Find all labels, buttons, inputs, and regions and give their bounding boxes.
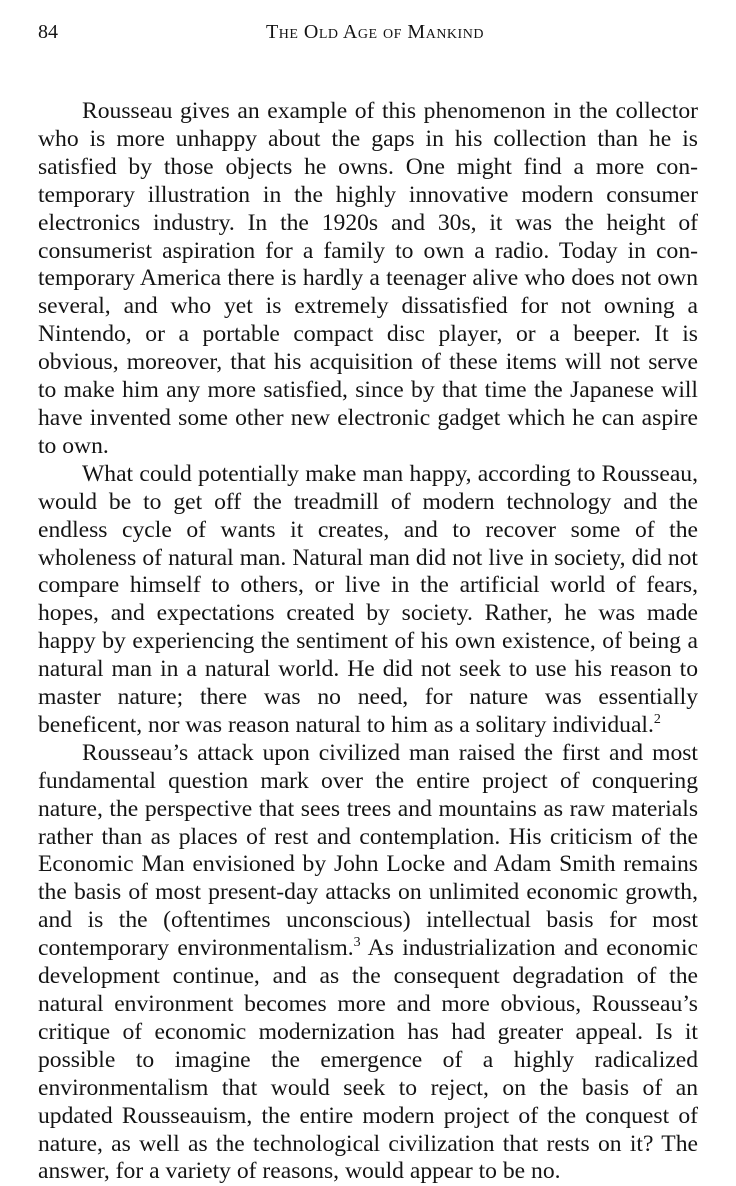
page-number: 84 xyxy=(38,21,58,43)
paragraph-collector xyxy=(38,98,698,461)
paragraph-text: Rousseau’s attack upon civilized man raised the first and most fundamental question mark over the entire project of conquering nature, the perspective that sees trees and mountains as raw materials rather than as places of rest and contemplation. His criticism of the Economic Man envisioned by John Locke and Adam Smith remains the basis of most present-day attacks on unlimited economic growth, and is the (oftentimes unconscious) intellectual basis for most contemporary environmentalism. xyxy=(38,739,698,962)
book-page xyxy=(38,18,698,1186)
running-title: The Old Age of Mankind xyxy=(266,21,484,43)
body-text xyxy=(38,98,698,1186)
paragraph-text: Rousseau gives an example of this phenomenon in the collector who is more unhappy about the gaps in his collection than he is satisfied by those objects he owns. One might find a more contemporary illustration in the highly innovative modern consumer electronics industry. In the 1920s and 30s, it was the height of consumerist aspiration for a family to own a radio. Today in contemporary America there is hardly a teenager alive who does not own several, and who yet is extremely dissatisfied for not owning a Nintendo, or a portable compact disc player, or a beeper. It is obvious, moreover, that his acquisition of these items will not serve to make him any more satisfied, since by that time the Japanese will have invented some other new electronic gadget which he can aspire to own. xyxy=(38,98,698,459)
paragraph-natural-man xyxy=(38,461,698,740)
footnote-marker[interactable]: 2 xyxy=(653,711,661,727)
paragraph-environmentalism xyxy=(38,740,698,1186)
running-head xyxy=(38,18,698,46)
footnote-marker[interactable]: 3 xyxy=(353,935,361,951)
paragraph-text: As industrialization and economic development continue, and as the consequent degradation of the natural environment becomes more and more obvious, Rousseau’s critique of economic modernization has had greater appeal. Is it possible to imagine the emergence of a highly radicalized environmentalism that would seek to reject, on the basis of an updated Rousseauism, the entire modern project of the conquest of nature, as well as the technological civilization that rests on it? The answer, for a variety of reasons, would appear to be no. xyxy=(38,935,698,1185)
paragraph-text: What could potentially make man happy, according to Rousseau, would be to get off the treadmill of modern technology and the endless cycle of wants it creates, and to recover some of the wholeness of natural man. Natural man did not live in society, did not compare himself to others, or live in the artificial world of fears, hopes, and expectations created by society. Rather, he was made happy by experiencing the sentiment of his own existence, of being a natural man in a natural world. He did not seek to use his reason to master nature; there was no need, for nature was essentially beneficent, nor was reason natural to him as a solitary individual. xyxy=(38,460,698,738)
